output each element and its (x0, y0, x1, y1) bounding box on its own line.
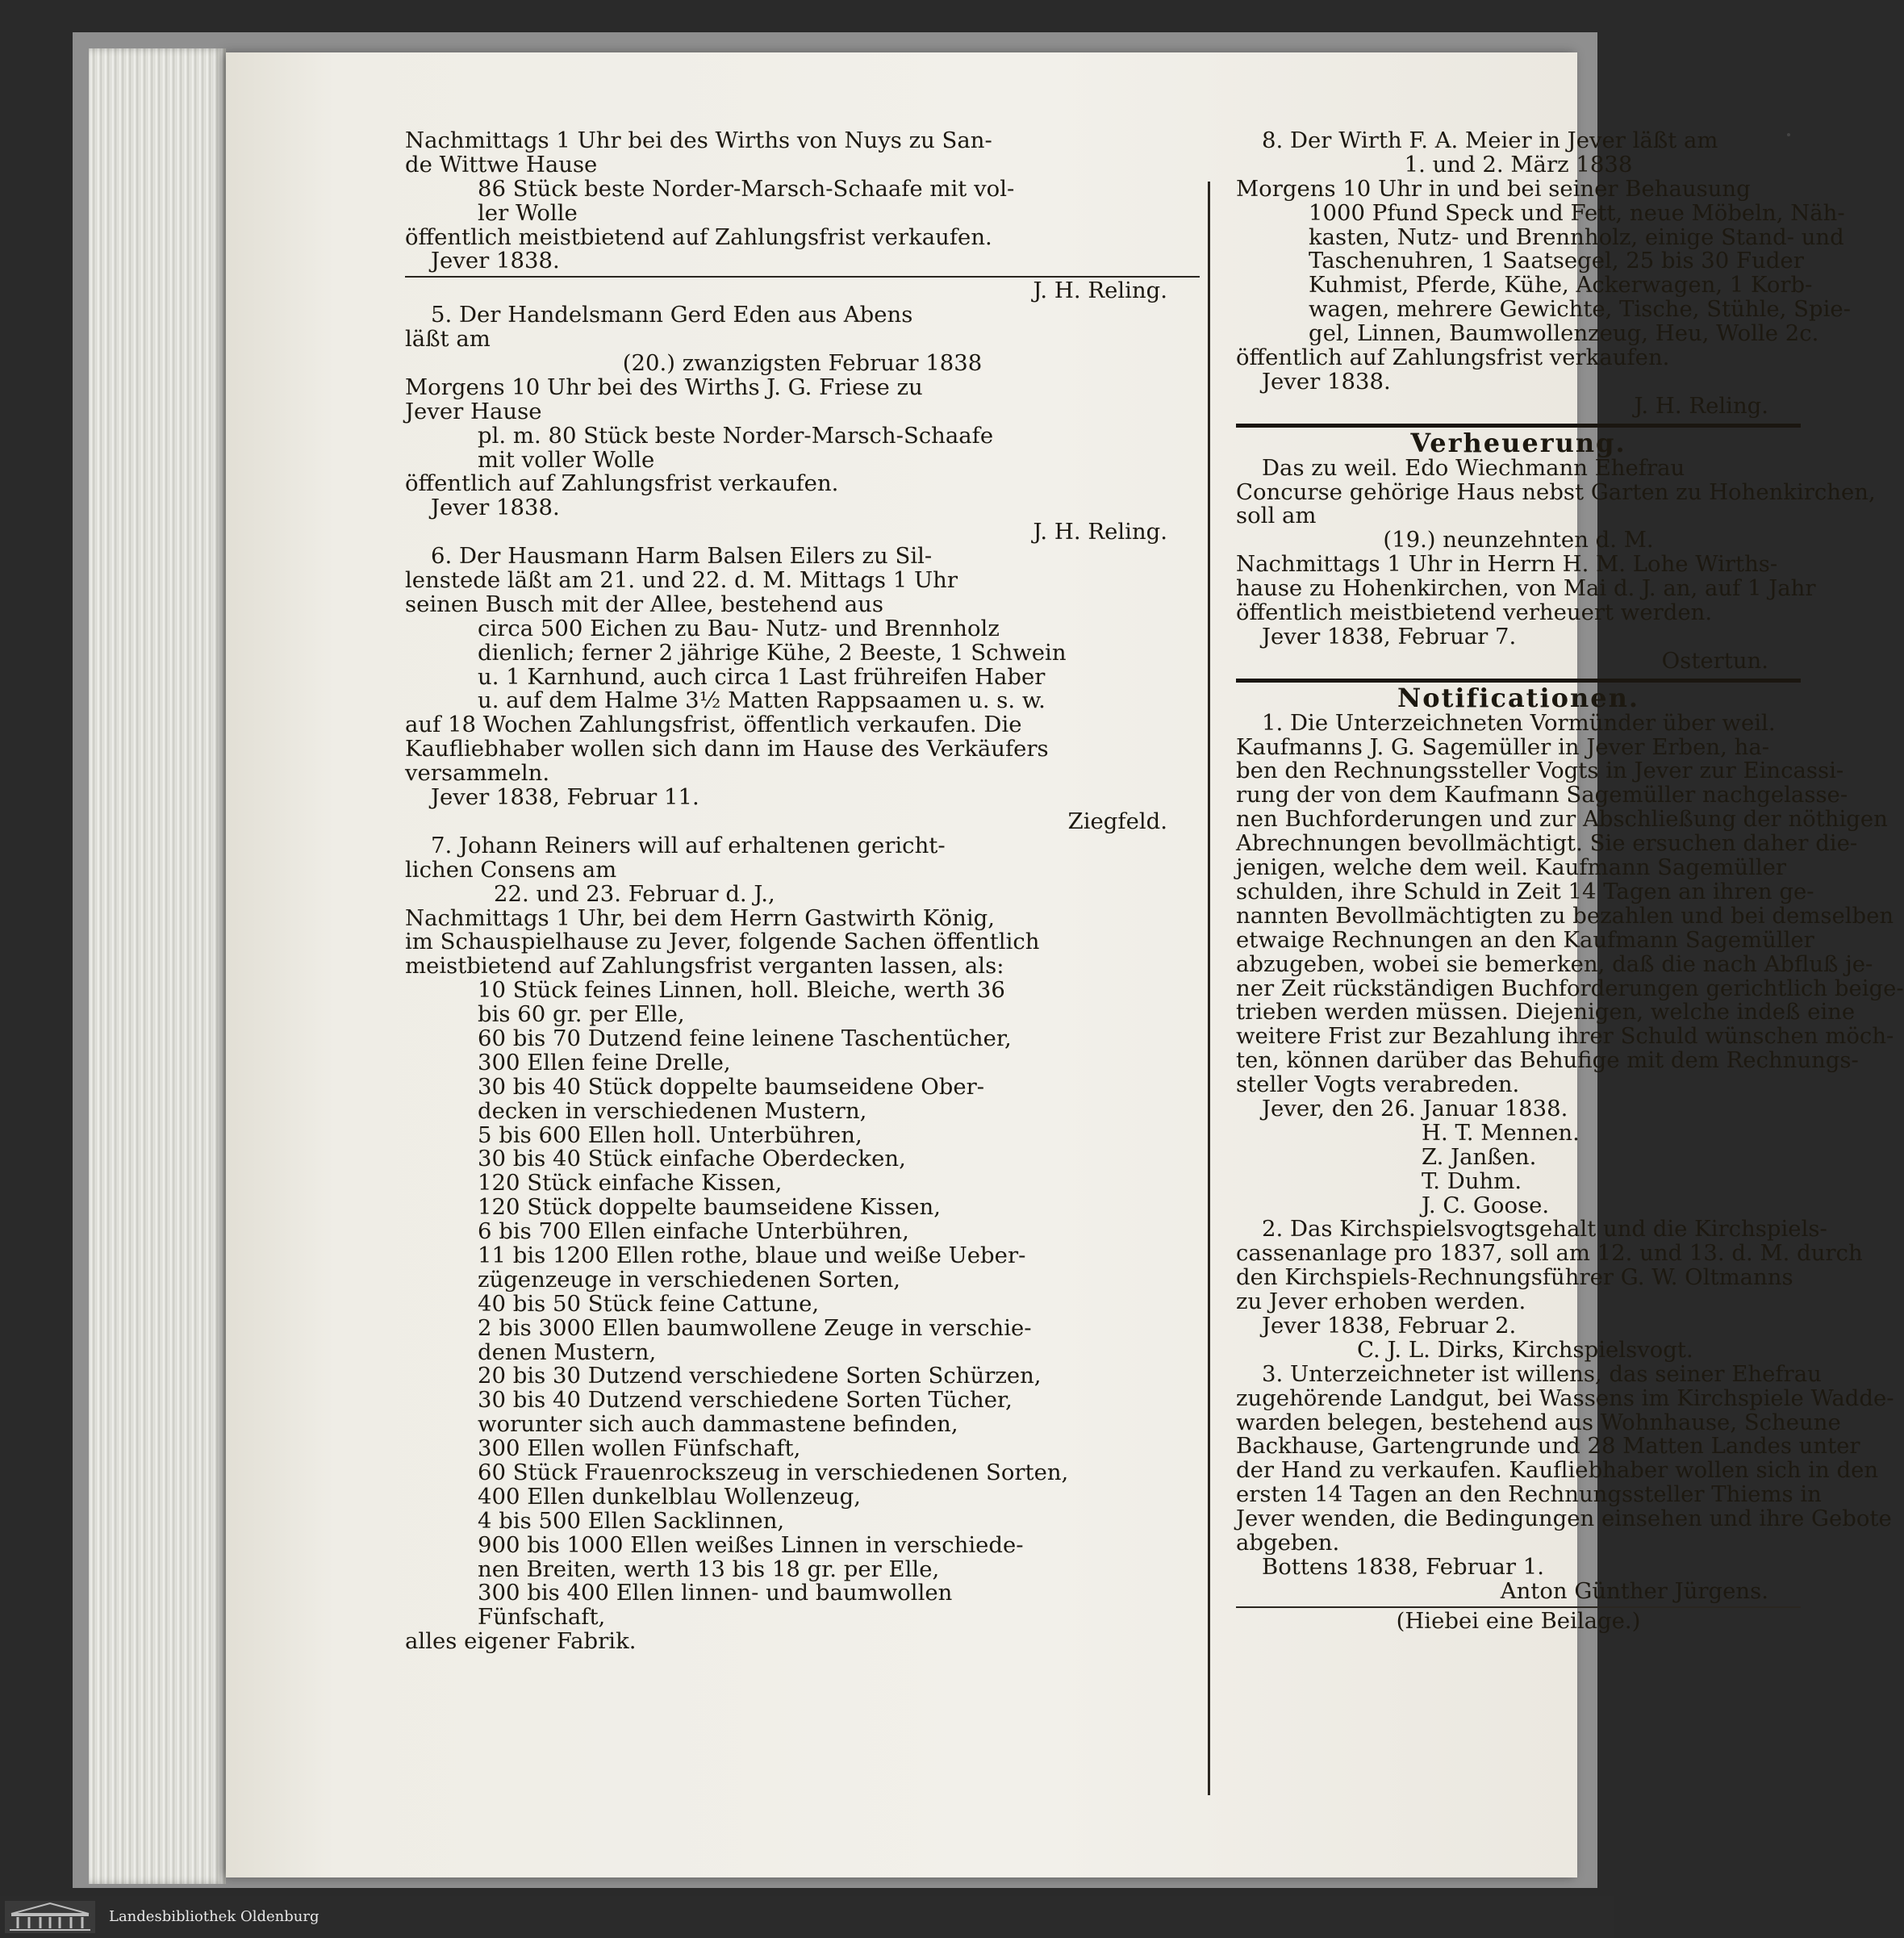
text-line: Nachmittags 1 Uhr, bei dem Herrn Gastwirth König, (405, 904, 995, 931)
text-line: alles eigener Fabrik. (405, 1628, 637, 1655)
text-line: Ostertun. (1661, 647, 1768, 674)
library-logo-icon (5, 1901, 95, 1933)
section-rule (1236, 679, 1801, 683)
text-line: Jever, den 26. Januar 1838. (1262, 1095, 1568, 1121)
text-line: J. H. Reling. (1634, 392, 1768, 419)
text-line: Das zu weil. Edo Wiechmann Ehefrau (1262, 454, 1685, 481)
text-line: Kaufliebhaber wollen sich dann im Hause des Verkäufers (405, 736, 1049, 762)
text-line: lichen Consens am (405, 856, 617, 883)
text-line: rung der von dem Kaufmann Sagemüller nachgelasse- (1236, 782, 1848, 808)
text-line: (Hiebei eine Beilage.) (1396, 1607, 1641, 1634)
text-line: nen Buchforderungen und zur Abschließung der nöthigen (1236, 806, 1888, 833)
text-line: Jever 1838, Februar 2. (1262, 1312, 1517, 1339)
text-line: ler Wolle (478, 199, 578, 226)
text-line: steller Vogts verabreden. (1236, 1071, 1520, 1098)
section-rule (1236, 424, 1801, 428)
text-line: 60 Stück Frauenrockszeug in verschiedenen Sorten, (478, 1459, 1069, 1485)
text-line: gel, Linnen, Baumwollenzeug, Heu, Wolle 2c. (1309, 320, 1819, 347)
text-line: versammeln. (405, 760, 550, 787)
text-line: 400 Ellen dunkelblau Wollenzeug, (478, 1483, 861, 1510)
text-line: Morgens 10 Uhr bei des Wirths J. G. Friese zu (405, 374, 923, 400)
text-line: 2 bis 3000 Ellen baumwollene Zeuge in verschie- (478, 1314, 1032, 1341)
text-line: 300 bis 400 Ellen linnen- und baumwollen (478, 1580, 953, 1606)
text-line: Nachmittags 1 Uhr bei des Wirths von Nuys zu San- (405, 127, 992, 153)
text-line: 6. Der Hausmann Harm Balsen Eilers zu Sil- (431, 543, 933, 570)
text-line: J. H. Reling. (1033, 519, 1167, 545)
text-line: hause zu Hohenkirchen, von Mai d. J. an, auf 1 Jahr (1236, 575, 1816, 602)
text-line: soll am (1236, 503, 1317, 529)
text-line: decken in verschiedenen Mustern, (478, 1097, 867, 1124)
text-line: ersten 14 Tagen an den Rechnungssteller Thiems in (1236, 1481, 1822, 1508)
text-line: Jever 1838, Februar 7. (1262, 623, 1517, 649)
text-line: seinen Busch mit der Allee, bestehend aus (405, 591, 883, 617)
text-line: Jever 1838. (431, 495, 560, 521)
page-edges (89, 48, 226, 1884)
text-line: Jever wenden, die Bedingungen einsehen und ihre Gebote (1236, 1506, 1892, 1532)
text-line: nen Breiten, werth 13 bis 18 gr. per Elle, (478, 1556, 940, 1582)
text-line: circa 500 Eichen zu Bau- Nutz- und Brennholz (478, 615, 1000, 641)
text-line: 3. Unterzeichneter ist willens, das seiner Ehefrau (1262, 1360, 1822, 1387)
text-line: auf 18 Wochen Zahlungsfrist, öffentlich verkaufen. Die (405, 712, 1022, 738)
text-line: öffentlich auf Zahlungsfrist verkaufen. (405, 470, 839, 497)
text-line: 900 bis 1000 Ellen weißes Linnen in verschiede- (478, 1531, 1024, 1558)
text-line: Ziegfeld. (1067, 808, 1167, 834)
text-line: H. T. Mennen. (1422, 1119, 1580, 1146)
text-line: 2. Das Kirchspielsvogtsgehalt und die Kirchspiels- (1262, 1216, 1827, 1243)
text-line: (20.) zwanzigsten Februar 1838 (622, 350, 983, 377)
text-line: weitere Frist zur Bezahlung ihrer Schuld wünschen möch- (1236, 1023, 1894, 1050)
text-line: ner Zeit rückständigen Buchforderungen gerichtlich beige- (1236, 975, 1904, 1001)
text-line: 22. und 23. Februar d. J., (494, 880, 775, 907)
left-column (405, 129, 1200, 1654)
text-line: Jever Hause (405, 398, 542, 424)
text-line: 5. Der Handelsmann Gerd Eden aus Abens (431, 302, 913, 328)
text-line: Z. Janßen. (1422, 1143, 1537, 1170)
text-line: Anton Günther Jürgens. (1500, 1577, 1768, 1604)
text-line: Jever 1838, Februar 11. (431, 784, 699, 811)
text-line: lenstede läßt am 21. und 22. d. M. Mittags 1 Uhr (405, 567, 958, 594)
text-line: warden belegen, bestehend aus Wohnhause, Scheune (1236, 1409, 1841, 1435)
text-line: 30 bis 40 Stück doppelte baumseidene Ober- (478, 1073, 985, 1100)
text-line: dienlich; ferner 2 jährige Kühe, 2 Beeste, 1 Schwein (478, 639, 1067, 666)
text-line: 86 Stück beste Norder-Marsch-Schaafe mit vol- (478, 175, 1015, 202)
text-line: T. Duhm. (1422, 1167, 1522, 1194)
text-line: 4 bis 500 Ellen Sacklinnen, (478, 1507, 785, 1534)
text-line: 6 bis 700 Ellen einfache Unterbühren, (478, 1218, 909, 1245)
text-line: schulden, ihre Schuld in Zeit 14 Tagen an ihren ge- (1236, 878, 1814, 904)
text-line: 1. und 2. März 1838 (1404, 151, 1633, 178)
text-line: Kaufmanns J. G. Sagemüller in Jever Erben, ha- (1236, 733, 1770, 760)
text-line: etwaige Rechnungen an den Kaufmann Sagemüller (1236, 926, 1814, 953)
text-line: 40 bis 50 Stück feine Cattune, (478, 1290, 820, 1317)
text-line: trieben werden müssen. Diejenigen, welche indeß eine (1236, 999, 1856, 1025)
right-column (1236, 127, 1904, 1634)
text-line: 5 bis 600 Ellen holl. Unterbühren, (478, 1121, 862, 1148)
text-line: u. auf dem Halme 3½ Matten Rappsaamen u. s. w. (478, 687, 1046, 714)
footer-bar (0, 1896, 1614, 1938)
text-line: 30 bis 40 Stück einfache Oberdecken, (478, 1146, 906, 1172)
text-line: Morgens 10 Uhr in und bei seiner Behausung (1236, 175, 1751, 202)
text-line: cassenanlage pro 1837, soll am 12. und 13. d. M. durch (1236, 1240, 1863, 1267)
text-line: 300 Ellen feine Drelle, (478, 1049, 731, 1076)
text-line: jenigen, welche dem weil. Kaufmann Sagemüller (1236, 854, 1787, 881)
text-line: de Wittwe Hause (405, 151, 598, 178)
text-line: abzugeben, wobei sie bemerken, daß die nach Abfluß je- (1236, 950, 1873, 977)
text-line: 30 bis 40 Dutzend verschiedene Sorten Tücher, (478, 1387, 1013, 1414)
text-line: abgeben. (1236, 1529, 1340, 1556)
text-line: 300 Ellen wollen Fünfschaft, (478, 1435, 801, 1462)
text-line: mit voller Wolle (478, 446, 655, 473)
text-line: Fünfschaft, (478, 1604, 606, 1631)
text-line: 120 Stück doppelte baumseidene Kissen, (478, 1194, 942, 1221)
newspaper-page (226, 52, 1904, 1877)
library-name: Landesbibliothek Oldenburg (109, 1908, 319, 1925)
text-line: 20 bis 30 Dutzend verschiedene Sorten Schürzen, (478, 1363, 1042, 1389)
text-line: pl. m. 80 Stück beste Norder-Marsch-Schaafe (478, 422, 994, 449)
text-line: J. H. Reling. (1033, 278, 1167, 304)
text-line: Nachmittags 1 Uhr in Herrn H. M. Lohe Wirths- (1236, 551, 1778, 578)
text-line: worunter sich auch dammastene befinden, (478, 1411, 958, 1438)
text-line: 120 Stück einfache Kissen, (478, 1170, 783, 1197)
text-line: Abrechnungen bevollmächtigt. Sie ersuchen daher die- (1236, 830, 1858, 857)
text-line: Taschenuhren, 1 Saatsegel, 25 bis 30 Fuder (1309, 248, 1804, 274)
text-line: der Hand zu verkaufen. Kaufliebhaber wollen sich in den (1236, 1457, 1879, 1484)
text-line: Kuhmist, Pferde, Kühe, Ackerwagen, 1 Korb- (1309, 272, 1813, 299)
text-line: 10 Stück feines Linnen, holl. Bleiche, werth 36 (478, 977, 1005, 1004)
text-line: 60 bis 70 Dutzend feine leinene Taschentücher, (478, 1025, 1012, 1051)
text-line: öffentlich meistbietend verheuert werden. (1236, 599, 1713, 626)
text-line: Backhause, Gartengrunde und 28 Matten Landes unter (1236, 1433, 1860, 1460)
text-line: 11 bis 1200 Ellen rothe, blaue und weiße Ueber- (478, 1242, 1026, 1268)
text-line: Bottens 1838, Februar 1. (1262, 1553, 1545, 1580)
text-line: öffentlich meistbietend auf Zahlungsfrist verkaufen. (405, 223, 992, 250)
text-line: 1. Die Unterzeichneten Vormünder über weil. (1262, 709, 1776, 736)
text-line: Jever 1838. (431, 248, 560, 274)
text-line: im Schauspielhause zu Jever, folgende Sachen öffentlich (405, 929, 1040, 955)
text-line: zügenzeuge in verschiedenen Sorten, (478, 1266, 901, 1293)
text-line: öffentlich auf Zahlungsfrist verkaufen. (1236, 345, 1670, 371)
text-line: 7. Johann Reiners will auf erhaltenen gericht- (431, 832, 946, 858)
text-line: 8. Der Wirth F. A. Meier in Jever läßt am (1262, 127, 1718, 153)
text-line: Jever 1838. (1262, 368, 1391, 395)
text-line: C. J. L. Dirks, Kirchspielsvogt. (1357, 1336, 1693, 1363)
text-line: läßt am (405, 326, 491, 353)
text-line: ben den Rechnungssteller Vogts in Jever zur Eincassi- (1236, 758, 1844, 784)
text-line: zu Jever erhoben werden. (1236, 1289, 1526, 1315)
section-heading: Verheuerung. (1410, 427, 1626, 458)
text-line: meistbietend auf Zahlungsfrist verganten lassen, als: (405, 953, 1004, 979)
text-line: kasten, Nutz- und Brennholz, einige Stand- und (1309, 223, 1844, 250)
text-line: u. 1 Karnhund, auch circa 1 Last frühreifen Haber (478, 663, 1046, 690)
text-line: J. C. Goose. (1422, 1192, 1550, 1218)
column-divider (1208, 182, 1210, 1795)
text-line: ten, können darüber das Behufige mit dem Rechnungs- (1236, 1047, 1859, 1074)
text-line: 1000 Pfund Speck und Fett, neue Möbeln, Näh- (1309, 199, 1845, 226)
text-line: bis 60 gr. per Elle, (478, 1001, 685, 1028)
text-line: nannten Bevollmächtigten zu bezahlen und bei demselben (1236, 902, 1894, 929)
text-line: zugehörende Landgut, bei Wassens im Kirchspiele Wadde- (1236, 1385, 1894, 1411)
text-line: Concurse gehörige Haus nebst Garten zu Hohenkirchen, (1236, 478, 1876, 505)
text-line: wagen, mehrere Gewichte, Tische, Stühle, Spie- (1309, 296, 1851, 323)
text-line: denen Mustern, (478, 1339, 657, 1365)
section-heading: Notificationen. (1397, 682, 1639, 713)
text-line: (19.) neunzehnten d. M. (1383, 527, 1654, 553)
text-line: den Kirchspiels-Rechnungsführer G. W. Oltmanns (1236, 1264, 1793, 1291)
